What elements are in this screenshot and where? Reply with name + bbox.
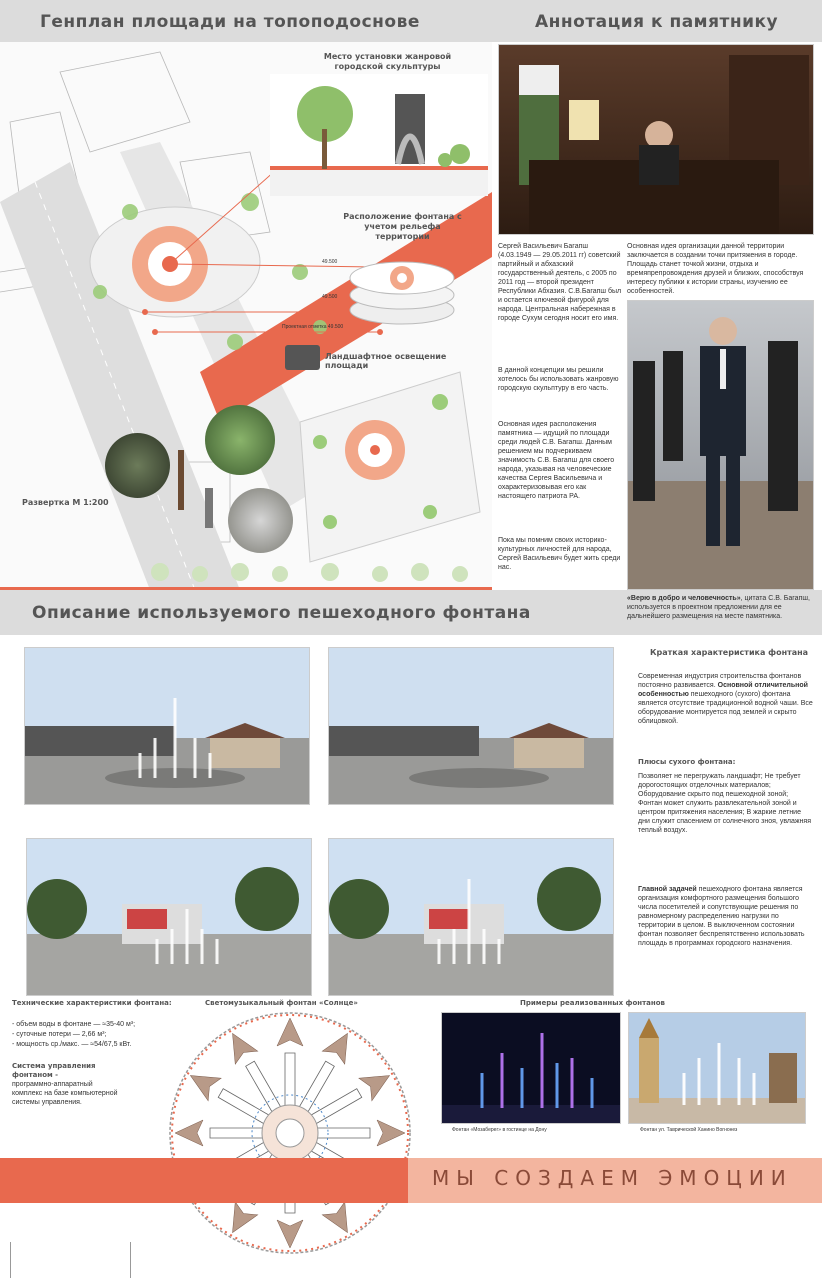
char-p1-rest: пешеходного (сухого) фонтана является отсутствие традиционной водной чаши. Все оборудование монтируется под землей и скрыто облицовкой. — [638, 691, 813, 725]
fountain-photo-3 — [26, 838, 312, 996]
pros-text: Позволяет не перегружать ландшафт; Не требует дорогостоящих отделочных материалов; Оборудование скрыто под пешеходной зоной; Фонтан может служить развлекательной зоной и центром притяжения населения; В жаркие летние дни служит спасением от солнечного зноя, увлажняя теплый воздух. — [638, 773, 811, 834]
characteristics-title: Краткая характеристика фонтана — [650, 648, 809, 657]
fountain-photo-4 — [328, 838, 614, 996]
mark-2: 49.500 — [322, 294, 338, 300]
pros-title: Плюсы сухого фонтана: — [638, 758, 736, 766]
sculpture-label: Место установки жанровой городской скульптуры — [323, 52, 452, 71]
fountain-relief-diagram — [345, 250, 460, 330]
fountain-relief-label: Расположение фонтана с учетом рельефа территории — [343, 212, 462, 241]
tech-item-3: - мощность ср./макс. — ≈54/67,5 кВт. — [12, 1041, 132, 1048]
bollard — [205, 488, 213, 528]
lamp-post — [178, 450, 184, 510]
annotation-title: Аннотация к памятнику — [535, 12, 779, 32]
task-text — [638, 885, 813, 948]
lighting-thumb — [285, 345, 320, 370]
lighting-label: Ландшафтное освещение площади — [325, 352, 447, 370]
fountain-plan-drawing — [165, 1008, 415, 1258]
president-office-photo — [498, 44, 814, 235]
bottom-divider-1 — [10, 1242, 11, 1278]
main-idea-text: Основная идея организации данной территории заключается в создании точки притяжения в городе. Площадь станет точкой жизни, отдыха и времяпрепровождения друзей и близких, способствуя интересу публики к истории страны, изучению ее особенностей. — [627, 243, 804, 295]
sculpture-site-image — [270, 74, 488, 196]
mark-3: Проектная отметка 49.500 — [282, 324, 344, 330]
characteristics-text — [638, 672, 813, 726]
plan-title: Светомузыкальный фонтан «Солнце» — [205, 999, 358, 1007]
char-p1: Современная индустрия строительства фонтанов постоянно развивается. — [638, 673, 802, 689]
example-photo-1 — [441, 1012, 621, 1124]
tech-item-2: - суточные потери — 2,66 м³; — [12, 1031, 107, 1038]
control-text: программно-аппаратный комплекс на базе компьютерной системы управления. — [12, 1081, 118, 1106]
lighting-photo-3 — [228, 488, 293, 553]
walking-crowd-photo — [627, 300, 814, 590]
tech-title: Технические характеристики фонтана: — [12, 999, 172, 1007]
idea-text: Основная идея расположения памятника — идущий по площади среди людей С.В. Багапш. Данным решением мы подчеркиваем значимость С.В. Багапш для своего народа, указывая на человеческие качества Сергея Васильевича и охарактеризовывая его как настоящего патриота РА. — [498, 421, 615, 500]
concept-text: В данной концепции мы решили хотелось бы использовать жанровую городскую скульптуру в его часть. — [498, 367, 619, 392]
quote-rest: , цитата С.В. Багапш, используется в проектном предложении для ее дальнейшего размещения на месте памятника. — [627, 595, 810, 620]
lighting-photo-1 — [205, 405, 275, 475]
lighting-photo-2 — [105, 433, 170, 498]
example-photo-2 — [628, 1012, 806, 1124]
task-bold: Главной задачей — [638, 886, 697, 893]
control-title: Система управления фонтаном - — [12, 1062, 96, 1079]
task-rest: пешеходного фонтана является организация комфортного размещения большого числа посетителей и сопутствующие решения по равномерному распределению нагрузки по территории в целом. В выключенном состоянии фонтан позволяет беспрепятственно использовать площадь в программах городского назначения. — [638, 886, 805, 947]
tech-item-1: - объем воды в фонтане — ≈35-40 м³; — [12, 1021, 136, 1028]
mark-1: 49.500 — [322, 259, 338, 265]
quote-bold: «Верю в добро и человечность» — [627, 595, 741, 602]
examples-title: Примеры реализованных фонтанов — [520, 999, 665, 1007]
fountain-photo-2 — [328, 647, 614, 805]
scale-label: Развертка М 1:200 — [22, 498, 109, 507]
fountain-description-title: Описание используемого пешеходного фонтана — [32, 603, 531, 623]
fountain-photo-1 — [24, 647, 310, 805]
char-p1-bold: Основной отличительной особенностью — [638, 682, 808, 698]
slogan-text: МЫ СОЗДАЕМ ЭМОЦИИ — [432, 1166, 793, 1190]
example-caption-1: Фонтан «Мозаберег» в гостинце на Дону — [452, 1127, 547, 1133]
example-caption-2: Фонтан ул. Таврической Ханино Вогнонез — [640, 1127, 738, 1133]
genplan-title: Генплан площади на топоподоснове — [40, 12, 420, 32]
bottom-divider-2 — [130, 1242, 131, 1278]
bio-text: Сергей Васильевич Багапш (4.03.1949 — 29.05.2011 гг) советский партийный и абхазский государственный деятель, с 2005 по 2011 год — второй президент Республики Абхазия. С.В.Багапш был и остается ключевой фигурой для народа. Центральная набережная в городе Сухум сегодня носит его имя. — [498, 243, 622, 322]
memory-text: Пока мы помним своих историко-культурных личностей для народа, Сергей Васильевич будет жить среди нас. — [498, 537, 621, 571]
quote-text — [627, 594, 817, 621]
